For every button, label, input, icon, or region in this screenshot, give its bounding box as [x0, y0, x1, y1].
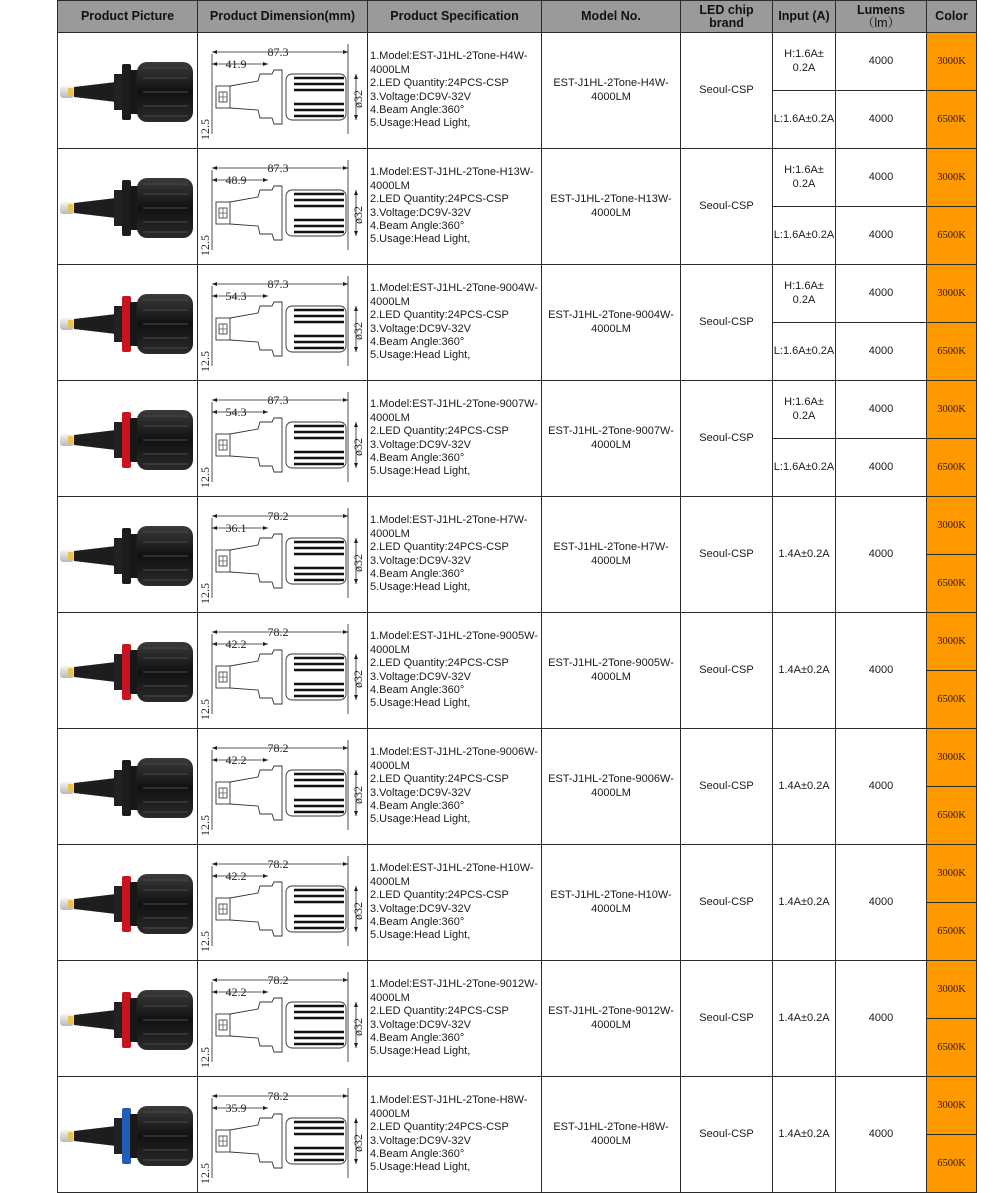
led-chip-brand: Seoul-CSP: [681, 497, 773, 613]
color-temp-6500k: 6500K: [927, 1135, 977, 1193]
header-lumens: [836, 1, 927, 33]
input-high-line: 0.2A: [792, 409, 816, 422]
spec-line: 3.Voltage:DC9V-32V: [370, 90, 471, 103]
color-temp-6500k: 6500K: [927, 787, 977, 845]
color-temp-3000k: 3000K: [927, 613, 977, 671]
dim-length-label: 78.2: [267, 508, 289, 523]
dim-height-label: ø32: [351, 1133, 365, 1152]
color-temp-3000k: 3000K: [927, 381, 977, 439]
lumens-low: 4000: [836, 439, 927, 497]
spec-line: 4000LM: [370, 179, 410, 192]
dim-length-label: 87.3: [267, 392, 289, 407]
dim-height-label: ø32: [351, 901, 365, 920]
product-specification: [368, 265, 542, 381]
header-picture: Product Picture: [58, 1, 198, 33]
input-current: 1.4A±0.2A: [773, 845, 836, 961]
spec-line: 4.Beam Angle:360°: [370, 219, 465, 232]
dim-base-label: 41.9: [225, 56, 247, 71]
dim-height-label: ø32: [351, 321, 365, 340]
product-specification: [368, 1077, 542, 1193]
model-line: 4000LM: [591, 1134, 631, 1147]
product-dimension-drawing: [198, 729, 368, 845]
dim-height-label: ø32: [351, 437, 365, 456]
model-line: 4000LM: [591, 1018, 631, 1031]
input-current: 1.4A±0.2A: [773, 729, 836, 845]
color-temp-3000k: 3000K: [927, 149, 977, 207]
lumens-low: 4000: [836, 323, 927, 381]
header-lumens-line2: （lm）: [861, 15, 901, 30]
input-current: 1.4A±0.2A: [773, 613, 836, 729]
spec-line: 4000LM: [370, 759, 410, 772]
spec-line: 2.LED Quantity:24PCS-CSP: [370, 657, 509, 670]
color-temp-3000k: 3000K: [927, 961, 977, 1019]
lumens-low: 4000: [836, 207, 927, 265]
dim-offset-label: 12.5: [198, 1162, 212, 1184]
product-picture: [58, 265, 198, 381]
model-line: EST-J1HL-2Tone-H13W-: [550, 193, 672, 206]
model-number: [542, 613, 681, 729]
product-picture: [58, 381, 198, 497]
input-high-line: H:1.6A±: [784, 164, 824, 177]
spec-line: 2.LED Quantity:24PCS-CSP: [370, 1121, 509, 1134]
spec-line: 5.Usage:Head Light,: [370, 349, 471, 362]
product-dimension-drawing: [198, 265, 368, 381]
dim-length-label: 78.2: [267, 624, 289, 639]
product-picture: [58, 729, 198, 845]
model-line: 4000LM: [591, 670, 631, 683]
table-row: [58, 845, 977, 903]
dim-length-label: 87.3: [267, 276, 289, 291]
dim-base-label: 42.2: [225, 752, 247, 767]
input-high-line: H:1.6A±: [784, 48, 824, 61]
spec-line: 1.Model:EST-J1HL-2Tone-9007W-: [370, 398, 538, 411]
color-temp-3000k: 3000K: [927, 729, 977, 787]
lumens-high: 4000: [836, 149, 927, 207]
model-number: [542, 1077, 681, 1193]
spec-line: 4.Beam Angle:360°: [370, 451, 465, 464]
model-line: EST-J1HL-2Tone-9012W-: [548, 1005, 674, 1018]
dim-height-label: ø32: [351, 785, 365, 804]
dim-base-label: 54.3: [225, 404, 247, 419]
dim-offset-label: 12.5: [198, 582, 212, 604]
dim-height-label: ø32: [351, 205, 365, 224]
input-current: 1.4A±0.2A: [773, 961, 836, 1077]
model-line: 4000LM: [591, 90, 631, 103]
product-dimension-drawing: [198, 1077, 368, 1193]
table-row: [58, 497, 977, 555]
led-chip-brand: Seoul-CSP: [681, 961, 773, 1077]
spec-line: 4000LM: [370, 1107, 410, 1120]
spec-line: 4.Beam Angle:360°: [370, 567, 465, 580]
color-temp-6500k: 6500K: [927, 439, 977, 497]
spec-line: 2.LED Quantity:24PCS-CSP: [370, 309, 509, 322]
spec-line: 1.Model:EST-J1HL-2Tone-9004W-: [370, 282, 538, 295]
spec-line: 5.Usage:Head Light,: [370, 581, 471, 594]
product-picture: [58, 33, 198, 149]
product-picture: [58, 613, 198, 729]
color-temp-6500k: 6500K: [927, 671, 977, 729]
product-spec-table: [57, 0, 977, 1193]
lumens-high: 4000: [836, 381, 927, 439]
input-high: [773, 149, 836, 207]
spec-line: 3.Voltage:DC9V-32V: [370, 322, 471, 335]
lumens: 4000: [836, 1077, 927, 1193]
dim-offset-label: 12.5: [198, 698, 212, 720]
color-temp-3000k: 3000K: [927, 845, 977, 903]
spec-line: 5.Usage:Head Light,: [370, 813, 471, 826]
color-temp-6500k: 6500K: [927, 323, 977, 381]
table-row: [58, 265, 977, 323]
table-row: [58, 33, 977, 91]
model-line: EST-J1HL-2Tone-H8W-: [553, 1121, 669, 1134]
model-line: EST-J1HL-2Tone-H10W-: [550, 889, 672, 902]
model-number: [542, 33, 681, 149]
spec-line: 1.Model:EST-J1HL-2Tone-H7W-: [370, 514, 528, 527]
header-chip-line2: brand: [709, 15, 744, 30]
spec-line: 5.Usage:Head Light,: [370, 465, 471, 478]
product-picture: [58, 961, 198, 1077]
product-picture: [58, 149, 198, 265]
color-temp-3000k: 3000K: [927, 265, 977, 323]
product-dimension-drawing: [198, 33, 368, 149]
product-specification: [368, 613, 542, 729]
product-specification: [368, 497, 542, 613]
color-temp-3000k: 3000K: [927, 497, 977, 555]
dim-height-label: ø32: [351, 89, 365, 108]
product-dimension-drawing: [198, 845, 368, 961]
spec-line: 4000LM: [370, 411, 410, 424]
input-current: 1.4A±0.2A: [773, 1077, 836, 1193]
lumens-low: 4000: [836, 91, 927, 149]
spec-line: 4.Beam Angle:360°: [370, 103, 465, 116]
spec-line: 4.Beam Angle:360°: [370, 1031, 465, 1044]
dim-base-label: 36.1: [225, 520, 247, 535]
header-specification: Product Specification: [368, 1, 542, 33]
dim-offset-label: 12.5: [198, 234, 212, 256]
dim-height-label: ø32: [351, 669, 365, 688]
table-row: [58, 613, 977, 671]
lumens: 4000: [836, 961, 927, 1077]
spec-line: 3.Voltage:DC9V-32V: [370, 1018, 471, 1031]
table-row: [58, 1077, 977, 1135]
spec-line: 2.LED Quantity:24PCS-CSP: [370, 425, 509, 438]
spec-line: 2.LED Quantity:24PCS-CSP: [370, 77, 509, 90]
dim-base-label: 42.2: [225, 984, 247, 999]
dim-height-label: ø32: [351, 553, 365, 572]
spec-line: 2.LED Quantity:24PCS-CSP: [370, 889, 509, 902]
header-color: Color: [927, 1, 977, 33]
product-picture: [58, 1077, 198, 1193]
dim-length-label: 78.2: [267, 972, 289, 987]
model-line: 4000LM: [591, 322, 631, 335]
table-row: [58, 729, 977, 787]
model-line: EST-J1HL-2Tone-9006W-: [548, 773, 674, 786]
spec-line: 3.Voltage:DC9V-32V: [370, 1134, 471, 1147]
header-chip-line1: LED chip: [699, 2, 754, 17]
product-specification: [368, 961, 542, 1077]
spec-line: 4.Beam Angle:360°: [370, 915, 465, 928]
spec-line: 1.Model:EST-J1HL-2Tone-H13W-: [370, 166, 534, 179]
product-specification: [368, 729, 542, 845]
dim-base-label: 42.2: [225, 636, 247, 651]
dim-offset-label: 12.5: [198, 930, 212, 952]
spec-line: 3.Voltage:DC9V-32V: [370, 206, 471, 219]
led-chip-brand: Seoul-CSP: [681, 265, 773, 381]
input-high-line: H:1.6A±: [784, 280, 824, 293]
color-temp-6500k: 6500K: [927, 1019, 977, 1077]
model-line: EST-J1HL-2Tone-H4W-: [553, 77, 669, 90]
model-number: [542, 729, 681, 845]
spec-line: 1.Model:EST-J1HL-2Tone-H10W-: [370, 862, 534, 875]
product-dimension-drawing: [198, 149, 368, 265]
dim-offset-label: 12.5: [198, 466, 212, 488]
dim-base-label: 48.9: [225, 172, 247, 187]
color-temp-3000k: 3000K: [927, 1077, 977, 1135]
spec-line: 4.Beam Angle:360°: [370, 683, 465, 696]
spec-line: 2.LED Quantity:24PCS-CSP: [370, 193, 509, 206]
product-dimension-drawing: [198, 613, 368, 729]
model-number: [542, 149, 681, 265]
input-high: [773, 381, 836, 439]
dim-length-label: 78.2: [267, 856, 289, 871]
dim-height-label: ø32: [351, 1017, 365, 1036]
product-picture: [58, 845, 198, 961]
lumens: 4000: [836, 845, 927, 961]
spec-line: 4000LM: [370, 991, 410, 1004]
dim-length-label: 78.2: [267, 740, 289, 755]
spec-line: 1.Model:EST-J1HL-2Tone-9012W-: [370, 978, 538, 991]
model-number: [542, 961, 681, 1077]
spec-line: 1.Model:EST-J1HL-2Tone-H8W-: [370, 1094, 528, 1107]
header-row: [58, 1, 977, 33]
led-chip-brand: Seoul-CSP: [681, 33, 773, 149]
input-low: L:1.6A±0.2A: [773, 207, 836, 265]
product-specification: [368, 845, 542, 961]
dim-offset-label: 12.5: [198, 1046, 212, 1068]
led-chip-brand: Seoul-CSP: [681, 729, 773, 845]
dim-offset-label: 12.5: [198, 814, 212, 836]
model-line: 4000LM: [591, 786, 631, 799]
model-line: EST-J1HL-2Tone-9005W-: [548, 657, 674, 670]
header-input: Input (A): [773, 1, 836, 33]
model-number: [542, 845, 681, 961]
product-picture: [58, 497, 198, 613]
spec-line: 4.Beam Angle:360°: [370, 335, 465, 348]
lumens: 4000: [836, 613, 927, 729]
input-current: 1.4A±0.2A: [773, 497, 836, 613]
dim-offset-label: 12.5: [198, 118, 212, 140]
led-chip-brand: Seoul-CSP: [681, 381, 773, 497]
header-dimension: Product Dimension(mm): [198, 1, 368, 33]
led-chip-brand: Seoul-CSP: [681, 613, 773, 729]
color-temp-6500k: 6500K: [927, 903, 977, 961]
spec-line: 5.Usage:Head Light,: [370, 117, 471, 130]
model-number: [542, 265, 681, 381]
header-model: Model No.: [542, 1, 681, 33]
model-line: 4000LM: [591, 206, 631, 219]
input-low: L:1.6A±0.2A: [773, 439, 836, 497]
dim-offset-label: 12.5: [198, 350, 212, 372]
spec-line: 5.Usage:Head Light,: [370, 929, 471, 942]
spec-line: 4000LM: [370, 295, 410, 308]
dim-base-label: 54.3: [225, 288, 247, 303]
color-temp-6500k: 6500K: [927, 207, 977, 265]
spec-line: 1.Model:EST-J1HL-2Tone-9006W-: [370, 746, 538, 759]
color-temp-6500k: 6500K: [927, 555, 977, 613]
model-line: 4000LM: [591, 902, 631, 915]
model-line: 4000LM: [591, 554, 631, 567]
lumens: 4000: [836, 729, 927, 845]
led-chip-brand: Seoul-CSP: [681, 1077, 773, 1193]
dim-length-label: 87.3: [267, 44, 289, 59]
spec-line: 4000LM: [370, 527, 410, 540]
input-high: [773, 265, 836, 323]
product-specification: [368, 381, 542, 497]
spec-line: 4.Beam Angle:360°: [370, 799, 465, 812]
spec-line: 3.Voltage:DC9V-32V: [370, 902, 471, 915]
product-dimension-drawing: [198, 381, 368, 497]
lumens-high: 4000: [836, 33, 927, 91]
lumens-high: 4000: [836, 265, 927, 323]
table-row: [58, 381, 977, 439]
product-specification: [368, 33, 542, 149]
input-high-line: 0.2A: [792, 61, 816, 74]
product-dimension-drawing: [198, 961, 368, 1077]
spec-line: 5.Usage:Head Light,: [370, 1161, 471, 1174]
spec-line: 5.Usage:Head Light,: [370, 697, 471, 710]
spec-line: 4.Beam Angle:360°: [370, 1147, 465, 1160]
spec-line: 3.Voltage:DC9V-32V: [370, 670, 471, 683]
product-dimension-drawing: [198, 497, 368, 613]
input-low: L:1.6A±0.2A: [773, 323, 836, 381]
dim-length-label: 87.3: [267, 160, 289, 175]
input-high: [773, 33, 836, 91]
spec-line: 1.Model:EST-J1HL-2Tone-9005W-: [370, 630, 538, 643]
spec-line: 2.LED Quantity:24PCS-CSP: [370, 773, 509, 786]
input-high-line: H:1.6A±: [784, 396, 824, 409]
spec-line: 5.Usage:Head Light,: [370, 1045, 471, 1058]
dim-base-label: 35.9: [225, 1100, 247, 1115]
color-temp-3000k: 3000K: [927, 33, 977, 91]
spec-line: 2.LED Quantity:24PCS-CSP: [370, 1005, 509, 1018]
input-high-line: 0.2A: [792, 177, 816, 190]
table-row: [58, 961, 977, 1019]
table-row: [58, 149, 977, 207]
spec-line: 4000LM: [370, 63, 410, 76]
dim-base-label: 42.2: [225, 868, 247, 883]
header-chip: [681, 1, 773, 33]
input-high-line: 0.2A: [792, 293, 816, 306]
spec-line: 5.Usage:Head Light,: [370, 233, 471, 246]
spec-line: 1.Model:EST-J1HL-2Tone-H4W-: [370, 50, 528, 63]
spec-line: 3.Voltage:DC9V-32V: [370, 786, 471, 799]
spec-line: 4000LM: [370, 875, 410, 888]
model-line: EST-J1HL-2Tone-9004W-: [548, 309, 674, 322]
model-number: [542, 497, 681, 613]
spec-line: 4000LM: [370, 643, 410, 656]
spec-line: 2.LED Quantity:24PCS-CSP: [370, 541, 509, 554]
led-chip-brand: Seoul-CSP: [681, 845, 773, 961]
model-line: 4000LM: [591, 438, 631, 451]
led-chip-brand: Seoul-CSP: [681, 149, 773, 265]
spec-line: 3.Voltage:DC9V-32V: [370, 438, 471, 451]
input-low: L:1.6A±0.2A: [773, 91, 836, 149]
header-lumens-line1: Lumens: [857, 2, 905, 17]
product-specification: [368, 149, 542, 265]
lumens: 4000: [836, 497, 927, 613]
model-line: EST-J1HL-2Tone-9007W-: [548, 425, 674, 438]
dim-length-label: 78.2: [267, 1088, 289, 1103]
model-line: EST-J1HL-2Tone-H7W-: [553, 541, 669, 554]
model-number: [542, 381, 681, 497]
color-temp-6500k: 6500K: [927, 91, 977, 149]
spec-line: 3.Voltage:DC9V-32V: [370, 554, 471, 567]
